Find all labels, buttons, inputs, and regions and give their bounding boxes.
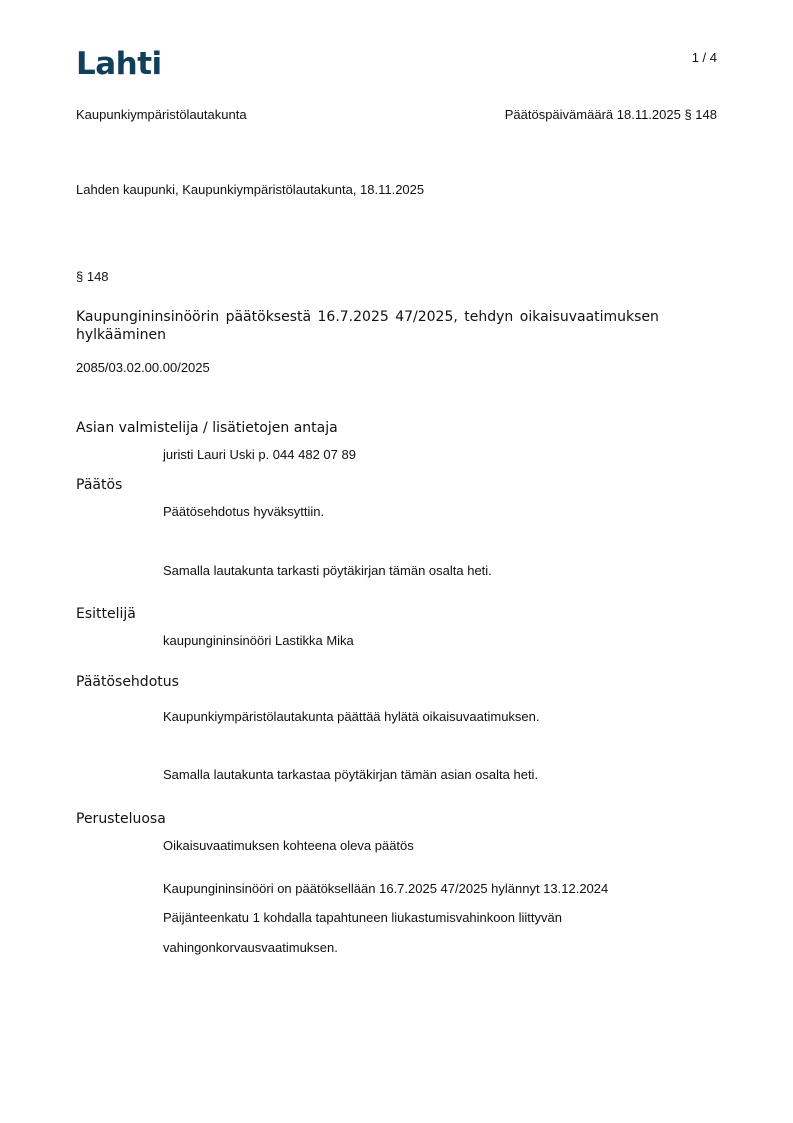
proposal-heading: Päätösehdotus xyxy=(76,674,179,690)
decision-heading: Päätös xyxy=(76,477,123,493)
presenter-heading: Esittelijä xyxy=(76,606,136,622)
page-number: 1 / 4 xyxy=(691,50,717,65)
grounds-subheading: Oikaisuvaatimuksen kohteena oleva päätös xyxy=(163,838,414,853)
header-organ: Kaupunkiympäristölautakunta xyxy=(76,107,247,122)
proposal-line: Samalla lautakunta tarkastaa pöytäkirjan tämän asian osalta heti. xyxy=(163,767,539,782)
grounds-line: vahingonkorvausvaatimuksen. xyxy=(163,940,338,955)
grounds-heading: Perusteluosa xyxy=(76,811,166,827)
section-number: § 148 xyxy=(76,269,109,284)
proposal-line: Kaupunkiympäristölautakunta päättää hylätä oikaisuvaatimuksen. xyxy=(163,709,540,724)
meeting-line: Lahden kaupunki, Kaupunkiympäristölautakunta, 18.11.2025 xyxy=(76,182,425,197)
lahti-logo: Lahti xyxy=(76,46,162,82)
decision-line: Päätösehdotus hyväksyttiin. xyxy=(163,504,325,519)
decision-title: Kaupungininsinöörin päätöksestä 16.7.2025 47/2025, tehdyn oikaisuvaatimuksen hylkääminen xyxy=(76,309,659,343)
preparer-heading: Asian valmistelija / lisätietojen antaja xyxy=(76,420,338,436)
decision-line: Samalla lautakunta tarkasti pöytäkirjan tämän osalta heti. xyxy=(163,563,492,578)
preparer-value: juristi Lauri Uski p. 044 482 07 89 xyxy=(163,447,356,462)
diary-number: 2085/03.02.00.00/2025 xyxy=(76,360,210,375)
grounds-line: Päijänteenkatu 1 kohdalla tapahtuneen liukastumisvahinkoon liittyvän xyxy=(163,910,562,925)
presenter-value: kaupungininsinööri Lastikka Mika xyxy=(163,633,354,648)
header-decision-date: Päätöspäivämäärä 18.11.2025 § 148 xyxy=(504,107,717,122)
grounds-line: Kaupungininsinööri on päätöksellään 16.7.2025 47/2025 hylännyt 13.12.2024 xyxy=(163,881,609,896)
